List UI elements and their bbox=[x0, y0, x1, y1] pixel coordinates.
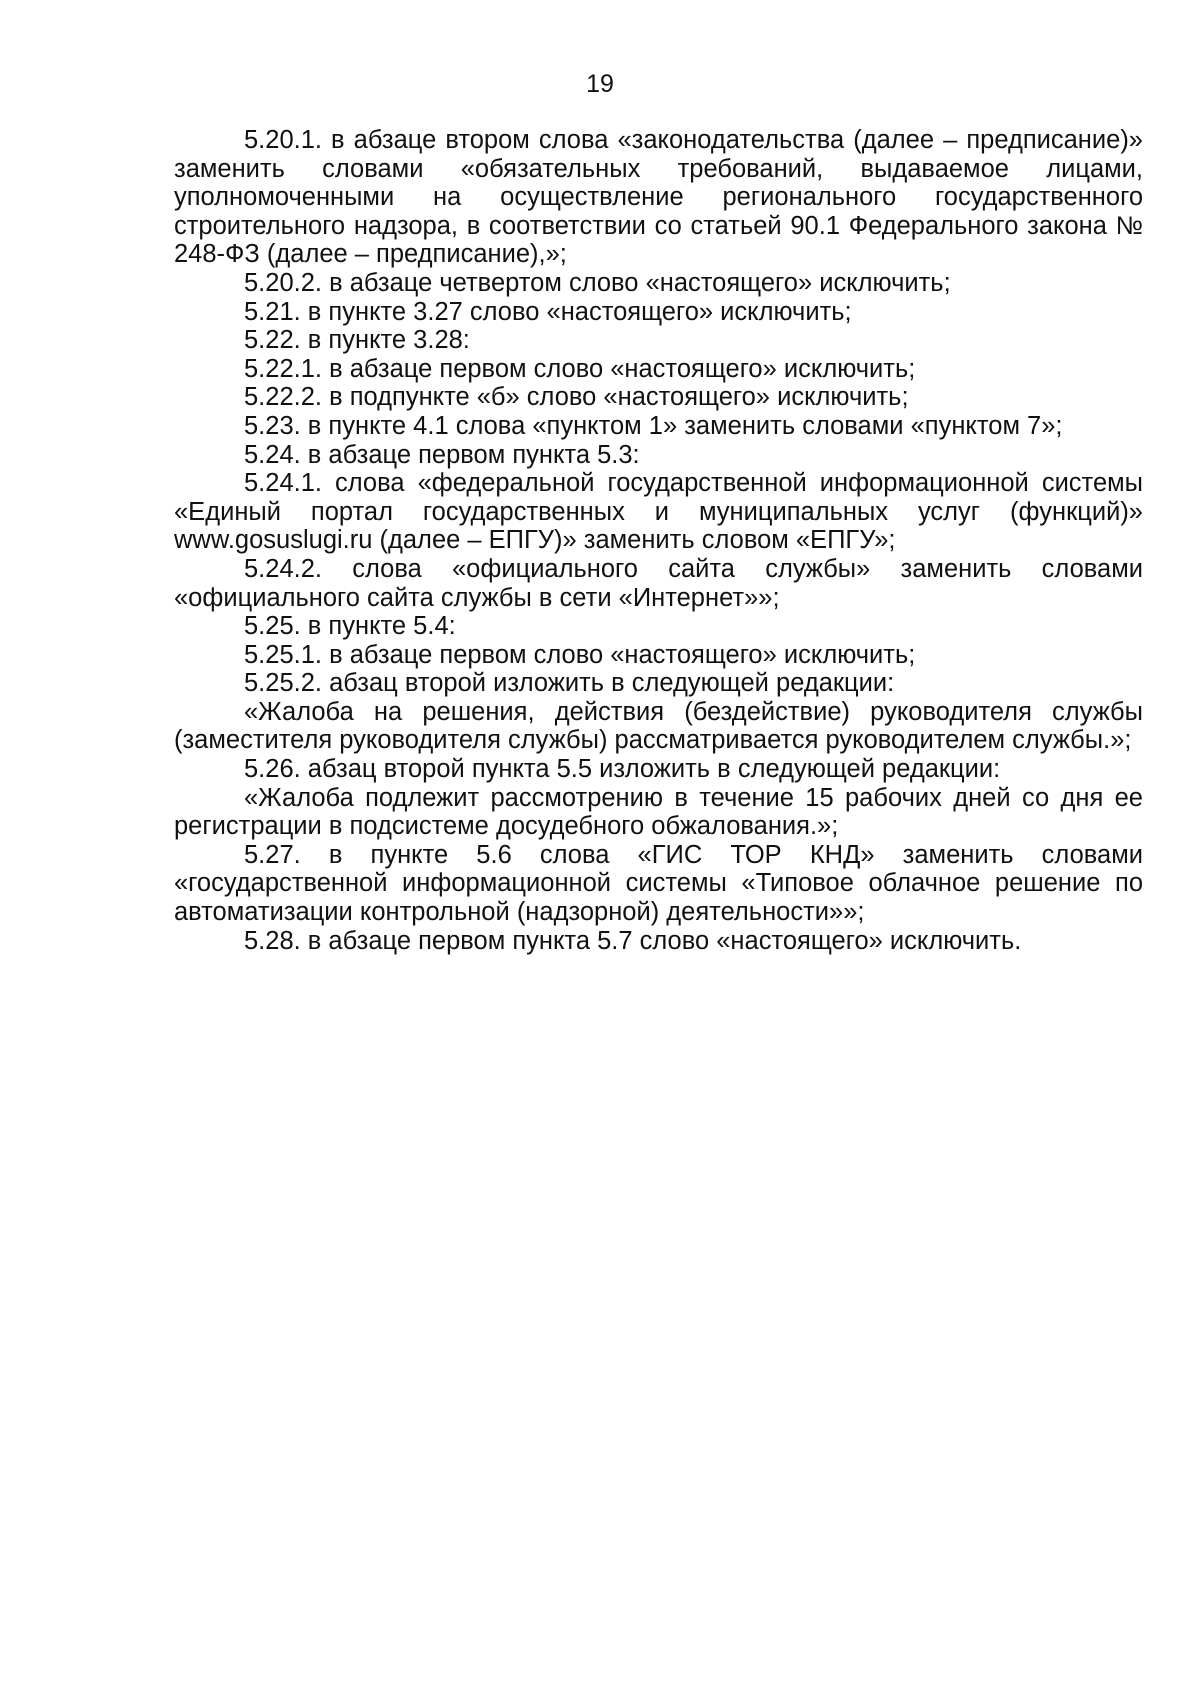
paragraph-complaint-quote: «Жалоба на решения, действия (бездействие) руководителя службы (заместителя руководителя службы) рассматривается руководителем службы.»; bbox=[174, 697, 1143, 755]
paragraph-5-23: 5.23. в пункте 4.1 слова «пунктом 1» заменить словами «пунктом 7»; bbox=[244, 411, 1063, 440]
paragraph-5-24-1: 5.24.1. слова «федеральной государственной информационной системы «Единый портал государственных и муниципальных услуг (функций)» www.gosuslugi.ru (далее – ЕПГУ)» заменить словом «ЕПГУ»; bbox=[174, 469, 1143, 555]
paragraph-review-quote: «Жалоба подлежит рассмотрению в течение 15 рабочих дней со дня ее регистрации в подсистеме досудебного обжалования.»; bbox=[174, 783, 1143, 841]
paragraph-5-20-2: 5.20.2. в абзаце четвертом слово «настоящего» исключить; bbox=[244, 268, 951, 297]
paragraph-5-24-2: 5.24.2. слова «официального сайта службы» заменить словами «официального сайта службы в сети «Интернет»»; bbox=[174, 554, 1143, 612]
page-number: 19 bbox=[586, 70, 614, 98]
paragraph-5-22: 5.22. в пункте 3.28: bbox=[244, 326, 470, 355]
paragraph-5-21: 5.21. в пункте 3.27 слово «настоящего» исключить; bbox=[244, 297, 852, 326]
paragraph-5-25-1: 5.25.1. в абзаце первом слово «настоящего» исключить; bbox=[244, 640, 916, 669]
paragraph-5-24: 5.24. в абзаце первом пункта 5.3: bbox=[244, 440, 640, 469]
paragraph-5-22-1: 5.22.1. в абзаце первом слово «настоящего» исключить; bbox=[244, 354, 916, 383]
paragraph-5-26: 5.26. абзац второй пункта 5.5 изложить в следующей редакции: bbox=[244, 755, 1001, 784]
paragraph-5-27: 5.27. в пункте 5.6 слова «ГИС ТОР КНД» заменить словами «государственной информационной системы «Типовое облачное решение по автоматизации контрольной (надзорной) деятельности»»; bbox=[174, 840, 1143, 927]
paragraph-5-28: 5.28. в абзаце первом пункта 5.7 слово «настоящего» исключить. bbox=[244, 926, 1022, 955]
paragraph-5-22-2: 5.22.2. в подпункте «б» слово «настоящего» исключить; bbox=[244, 383, 909, 412]
paragraph-5-20-1: 5.20.1. в абзаце втором слова «законодательства (далее – предписание)» заменить словами «обязательных требований, выдаваемое лицами, уполномоченными на осуществление регионального государственного строительного надзора, в соответствии со статьей 90.1 Федерального закона № 248-ФЗ (далее – предписание),»; bbox=[174, 126, 1143, 269]
paragraph-5-25-2: 5.25.2. абзац второй изложить в следующей редакции: bbox=[244, 669, 895, 698]
document-body bbox=[174, 126, 1143, 955]
paragraph-5-25: 5.25. в пункте 5.4: bbox=[244, 612, 456, 641]
